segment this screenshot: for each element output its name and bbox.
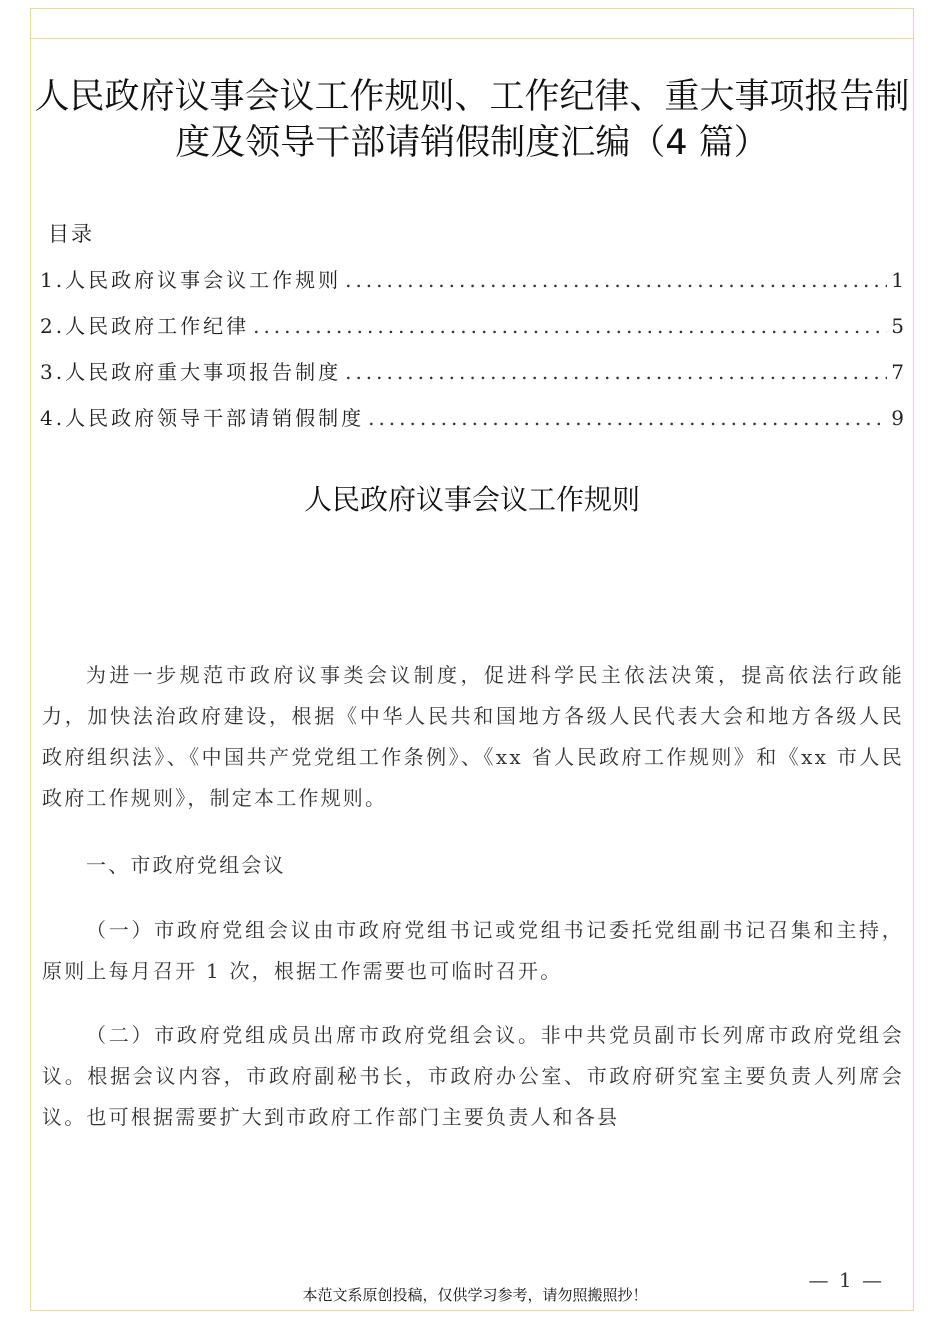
- frame-top-line: [30, 8, 914, 9]
- frame-right-line: [913, 8, 914, 1311]
- header-rule: [30, 38, 914, 39]
- toc-item-label: 2.人民政府工作纪律: [40, 314, 250, 338]
- toc-item[interactable]: [40, 308, 904, 354]
- body-paragraph: （一）市政府党组会议由市政府党组书记或党组书记委托党组副书记召集和主持，原则上每月召开 1 次，根据工作需要也可临时召开。: [42, 918, 904, 983]
- document-title-line-1: 人民政府议事会议工作规则、工作纪律、重大事项报告制: [34, 77, 910, 117]
- toc-item-label: 3.人民政府重大事项报告制度: [40, 360, 342, 384]
- toc-item[interactable]: [40, 400, 904, 446]
- section-heading: 一、市政府党组会议: [86, 853, 286, 877]
- toc-leader-dots: [345, 262, 887, 298]
- page-number: — 1 —: [808, 1268, 884, 1292]
- section-title: 人民政府议事会议工作规则: [303, 483, 640, 516]
- toc-item-page: 1: [891, 268, 904, 292]
- toc-leader-dots: [253, 308, 887, 344]
- toc-item-page: 9: [891, 406, 904, 430]
- toc-leader-dots: [345, 354, 887, 390]
- body-paragraph: 为进一步规范市政府议事类会议制度，促进科学民主依法决策，提高依法行政能力，加快法治政府建设，根据《中华人民共和国地方各级人民代表大会和地方各级人民政府组织法》、《中国共产党党组工作条例》、《xx 省人民政府工作规则》和《xx 市人民政府工作规则》，制定本工作规则。: [42, 663, 904, 810]
- toc-item-label: 1.人民政府议事会议工作规则: [40, 268, 342, 292]
- toc-item-page: 5: [891, 314, 904, 338]
- footer-note: 本范文系原创投稿，仅供学习参考，请勿照搬照抄！: [302, 1286, 648, 1304]
- toc-heading: 目录: [48, 222, 94, 246]
- toc-item[interactable]: [40, 262, 904, 308]
- table-of-contents: [40, 262, 904, 446]
- document-title-line-2: 度及领导干部请销假制度汇编（4 篇）: [175, 123, 769, 163]
- frame-left-line: [30, 8, 31, 1311]
- document-title: [30, 74, 914, 166]
- frame-bottom-line: [30, 1310, 914, 1311]
- body-paragraph: （二）市政府党组成员出席市政府党组会议。非中共党员副市长列席市政府党组会议。根据会议内容，市政府副秘书长，市政府办公室、市政府研究室主要负责人列席会议。也可根据需要扩大到市政府工作部门主要负责人和各县: [42, 1023, 904, 1129]
- toc-item-page: 7: [891, 360, 904, 384]
- toc-item-label: 4.人民政府领导干部请销假制度: [40, 406, 365, 430]
- toc-leader-dots: [368, 400, 887, 436]
- toc-item[interactable]: [40, 354, 904, 400]
